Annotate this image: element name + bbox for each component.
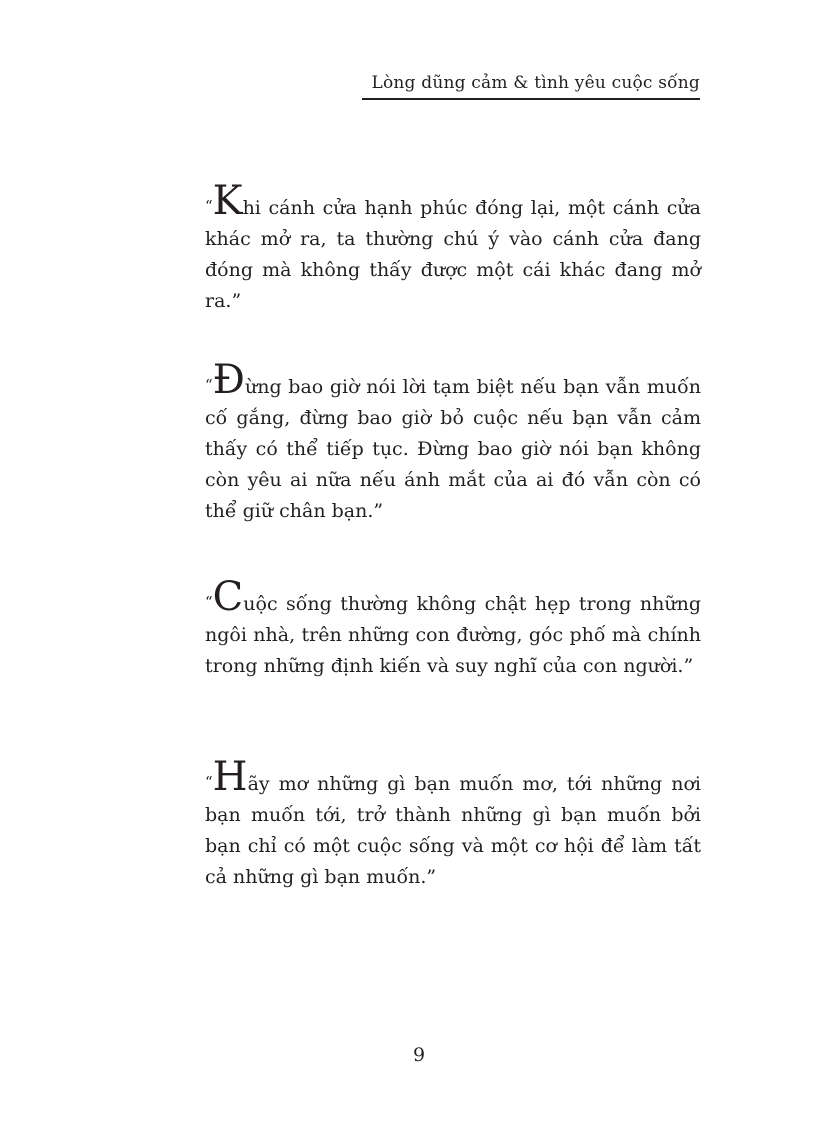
- running-header-title: Lòng dũng cảm & tình yêu cuộc sống: [371, 73, 700, 93]
- quote-text: ãy mơ những gì bạn muốn mơ, tới những nơi bạn muốn tới, trở thành những gì bạn muốn bởi bạn chỉ có một cuộc sống và một cơ hội để làm tất cả những gì bạn muốn.”: [205, 773, 701, 888]
- drop-initial: Đ: [212, 357, 245, 403]
- drop-initial: K: [212, 178, 243, 224]
- quote-paragraph: [205, 754, 701, 893]
- quote-paragraph: [205, 574, 701, 682]
- header-rule: [362, 98, 700, 100]
- quote-text: ừng bao giờ nói lời tạm biệt nếu bạn vẫn muốn cố gắng, đừng bao giờ bỏ cuộc nếu bạn vẫn cảm thấy có thể tiếp tục. Đừng bao giờ nói bạn không còn yêu ai nữa nếu ánh mắt của ai đó vẫn còn có thể giữ chân bạn.”: [205, 376, 701, 522]
- open-quote-mark: “: [205, 197, 213, 215]
- quote-text: uộc sống thường không chật hẹp trong những ngôi nhà, trên những con đường, góc phố mà chính trong những định kiến và suy nghĩ của con người.”: [205, 593, 701, 677]
- quote-text: hi cánh cửa hạnh phúc đóng lại, một cánh cửa khác mở ra, ta thường chú ý vào cánh cửa đang đóng mà không thấy được một cái khác đang mở ra.”: [205, 197, 701, 312]
- page-number: 9: [412, 1044, 426, 1066]
- drop-initial: C: [212, 574, 244, 620]
- quote-paragraph: [205, 178, 701, 317]
- open-quote-mark: “: [205, 593, 213, 611]
- drop-initial: H: [212, 754, 248, 800]
- open-quote-mark: “: [205, 376, 213, 394]
- quote-paragraph: [205, 357, 701, 527]
- open-quote-mark: “: [205, 773, 213, 791]
